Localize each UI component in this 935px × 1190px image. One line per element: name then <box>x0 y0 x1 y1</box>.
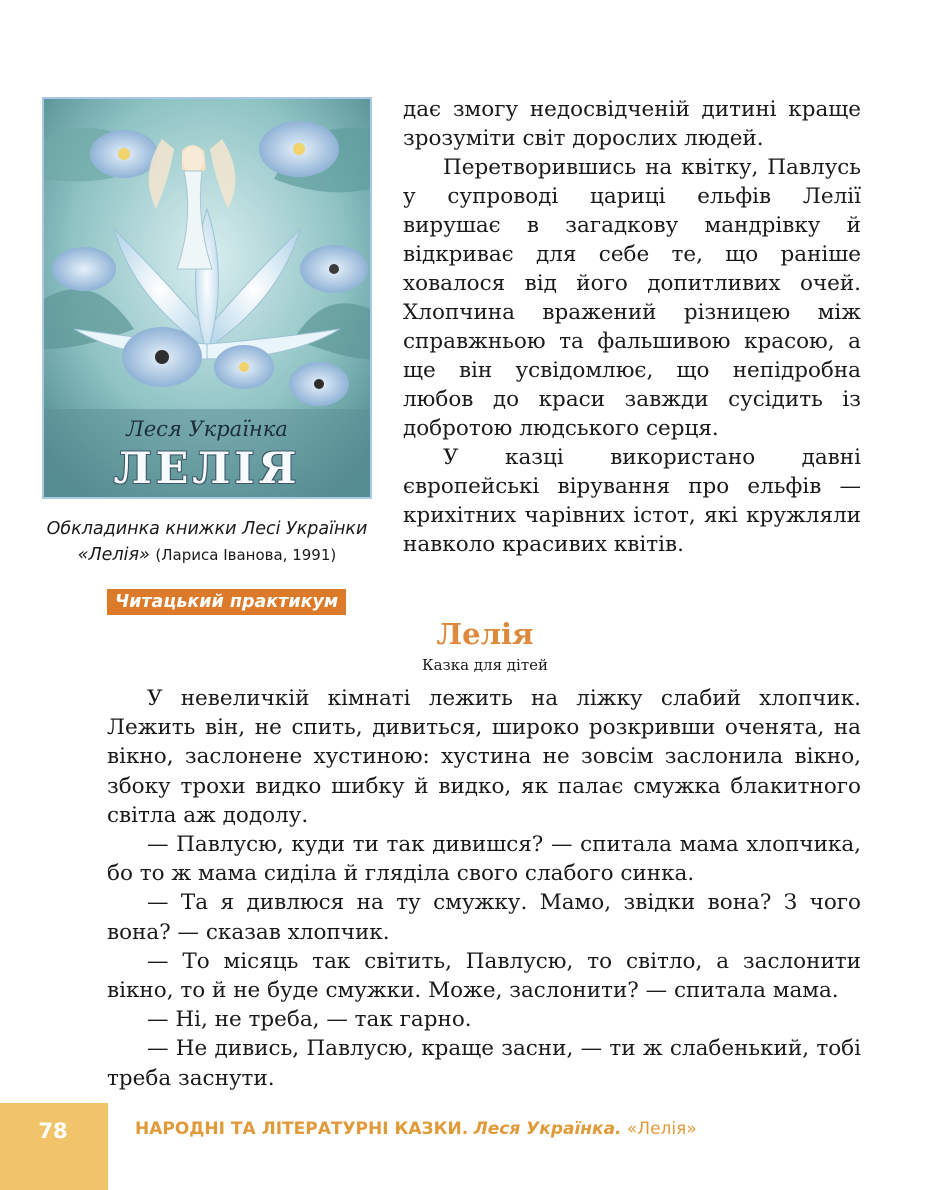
story-paragraph: — То місяць так світить, Павлусю, то світло, а заслонити вікно, то й не буде смужки. Може, заслонити? — спитала мама. <box>107 948 861 1004</box>
footer-author: Леся Українка. <box>473 1119 622 1139</box>
caption-credit: Лариса Іванова, 1991 <box>161 546 331 564</box>
intro-paragraph: Перетворившись на квітку, Павлусь у супроводі цариці ельфів Лелії вирушає в загадкову мандрівку й відкриває для себе те, що раніше ховалося від його допитливих очей. Хлопчина вражений різницею між справжньою та фальшивою красою, а ще він усвідомлює, що непідробна любов до краси завжди сусідить із добротою людського серця. <box>403 155 861 441</box>
story-paragraph: — Не дивись, Павлусю, краще засни, — ти ж слабенький, тобі треба заснути. <box>107 1036 861 1091</box>
story-paragraph: У невеличкій кімнаті лежить на ліжку слабий хлопчик. Лежить він, не спить, дивиться, широко розкривши оченята, на вікно, заслонене хустиною: хустина не зовсім заслонила вікно, збоку трохи видко шибку й видко, як палає смужка блакитного світла аж додолу. <box>107 686 861 828</box>
caption-credit-close: ) <box>330 546 337 564</box>
page-number-box <box>0 1103 108 1190</box>
story-title: Лелія <box>436 617 534 651</box>
intro-paragraph: У казці використано давні європейські вірування про ельфів — крихітних чарівних істот, які кружляли навколо красивих квітів. <box>403 445 861 557</box>
story-subtitle: Казка для дітей <box>421 656 549 674</box>
page-number: 78 <box>38 1119 68 1143</box>
footer-section: НАРОДНІ ТА ЛІТЕРАТУРНІ КАЗКИ. <box>135 1119 469 1139</box>
running-footer <box>135 1119 697 1139</box>
reading-practicum-label: Читацький практикум <box>107 589 346 615</box>
cover-author-name: Леся Українка <box>126 417 288 441</box>
image-caption <box>42 516 372 568</box>
story-text <box>107 684 861 1093</box>
caption-credit-open: ( <box>155 546 162 564</box>
story-paragraph: — Павлусю, куди ти так дивишся? — спитала мама хлопчика, бо то ж мама сиділа й гляділа свого слабого синка. <box>107 832 861 887</box>
story-paragraph: — Та я дивлюся на ту смужку. Мамо, звідки вона? З чого вона? — сказав хлопчик. <box>107 890 861 945</box>
story-paragraph: — Ні, не треба, — так гарно. <box>147 1007 472 1033</box>
intro-text <box>403 95 861 559</box>
intro-paragraph: дає змогу недосвідченій дитині краще зрозуміти світ дорослих людей. <box>403 97 861 151</box>
caption-text: Обкладинка книжки Лесі Українки «Лелія» <box>46 519 368 565</box>
book-cover-image <box>42 97 372 499</box>
cover-title: ЛЕЛІЯ <box>113 444 301 494</box>
footer-work: «Лелія» <box>626 1119 697 1139</box>
